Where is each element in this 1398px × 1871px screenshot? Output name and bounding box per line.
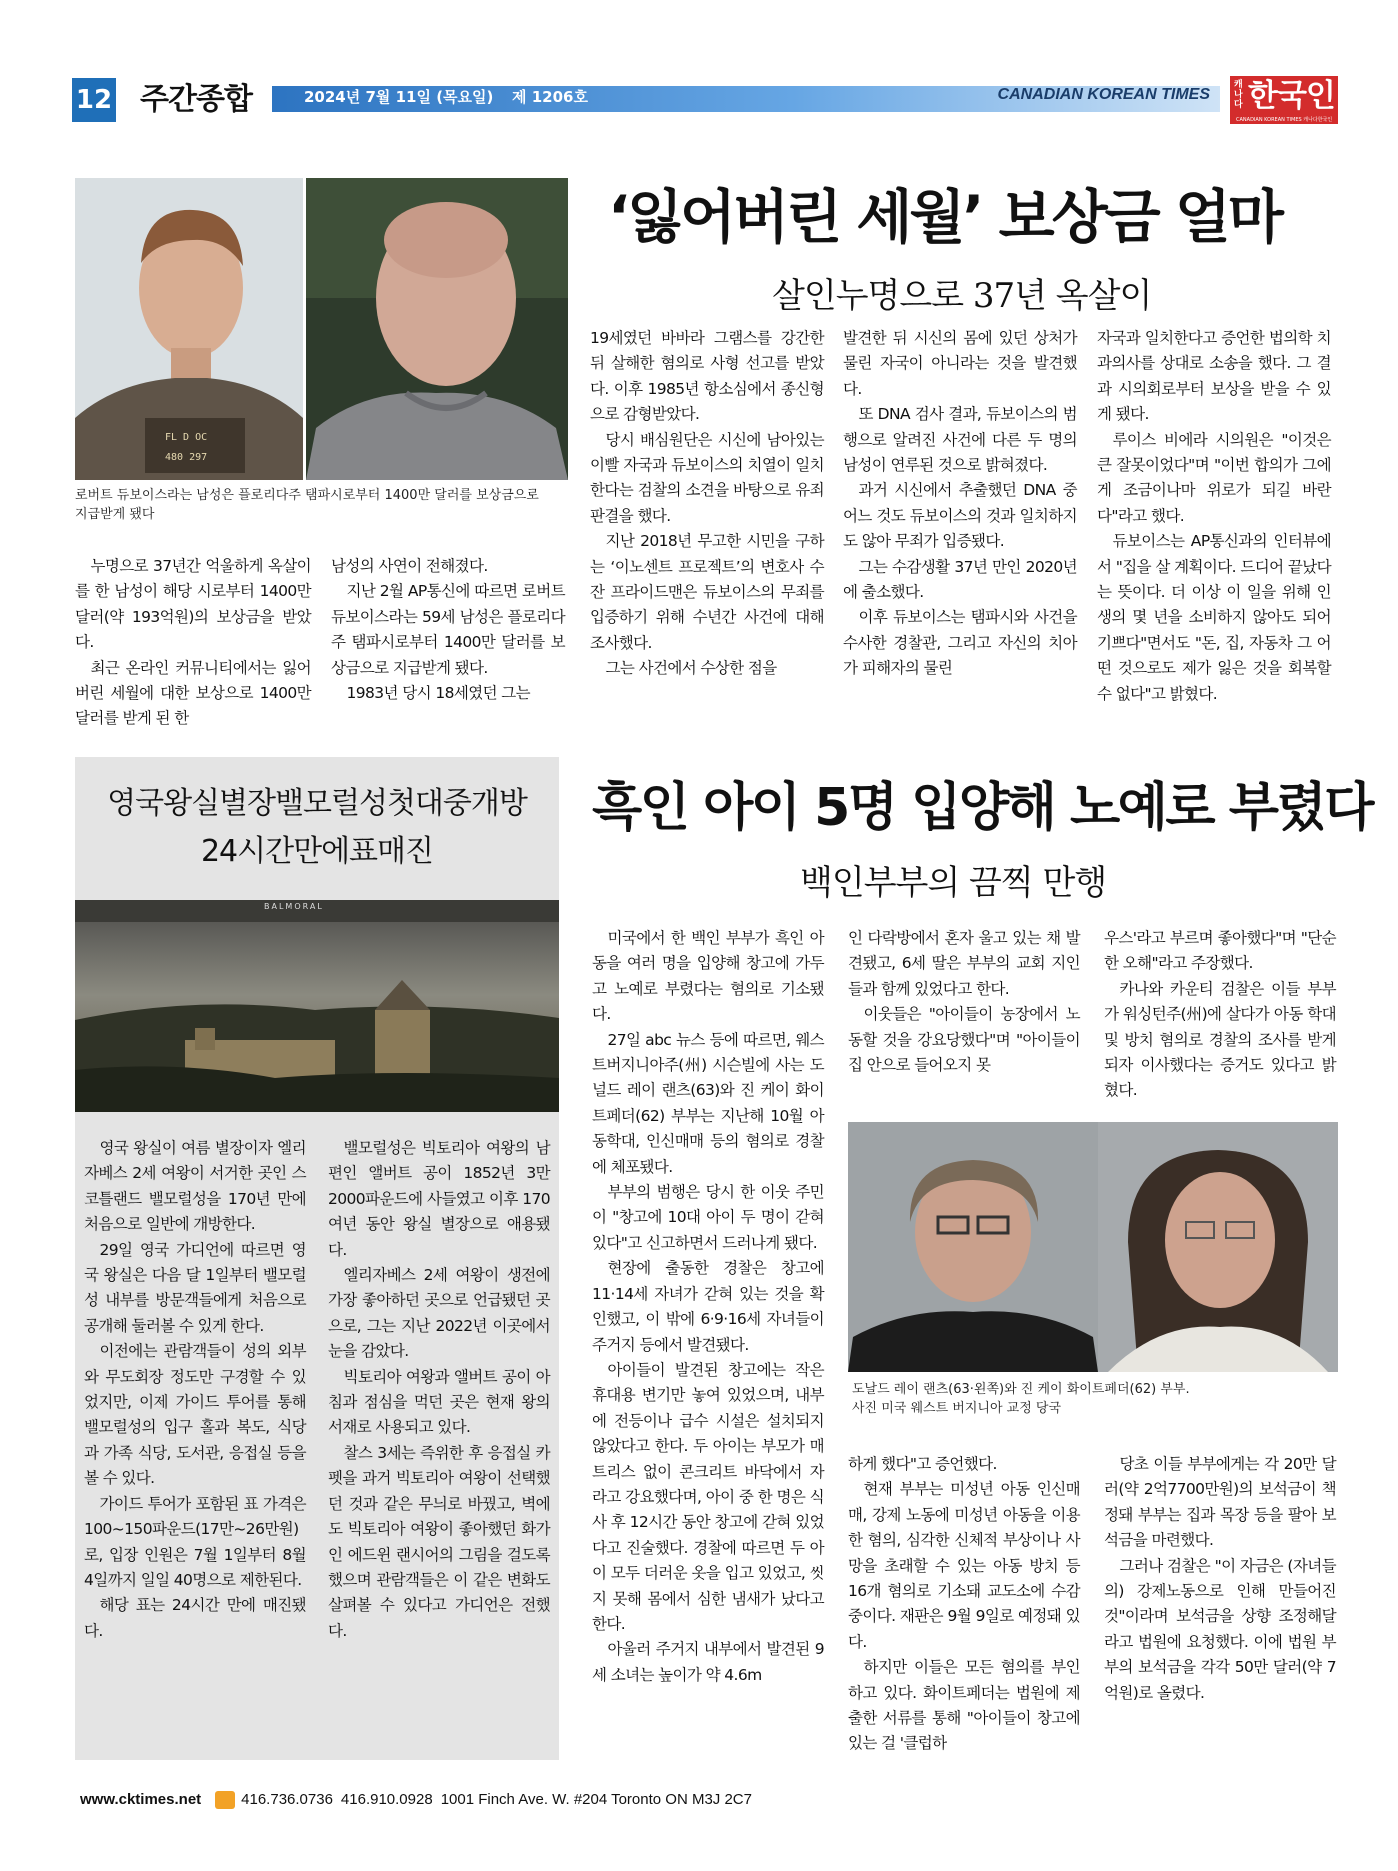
- mugshot-photo-husband: [848, 1122, 1098, 1372]
- paper-name: CANADIAN KOREAN TIMES: [997, 86, 1210, 103]
- paragraph: 29일 영국 가디언에 따르면 영국 왕실은 다음 달 1일부터 밸모럴성 내부를 방문객들에게 처음으로 공개해 둘러볼 수 있게 한다.: [84, 1240, 306, 1335]
- article1-headline: ‘잃어버린 세월’ 보상금 얼마: [608, 183, 1281, 251]
- paragraph: 가이드 투어가 포함된 표 가격은 100~150파운드(17만~26만원)로, 입장 인원은 7월 1일부터 8월 4일까지 일일 40명으로 제한된다.: [84, 1494, 306, 1589]
- paragraph: 최근 온라인 커뮤니티에서는 잃어버린 세월에 대한 보상으로 1400만 달러를 받게 된 한: [75, 658, 311, 728]
- article1-column-4: [843, 326, 1077, 734]
- paragraph: 밸모럴성은 빅토리아 여왕의 남편인 앨버트 공이 1852년 3만2000파운드에 사들였고 이후 170여년 동안 왕실 별장으로 애용됐다.: [328, 1139, 550, 1259]
- paragraph: 또 DNA 검사 결과, 듀보이스의 범행으로 알려진 사건에 다른 두 명의 남성이 연루된 것으로 밝혀졌다.: [843, 405, 1077, 475]
- sidebar-headline: [75, 780, 559, 876]
- paragraph: 하지만 이들은 모든 혐의를 부인하고 있다. 화이트페더는 법원에 제출한 서류를 통해 "아이들이 창고에 있는 걸 '클럽하: [848, 1658, 1080, 1753]
- paragraph: 하게 했다"고 증언했다.: [848, 1455, 997, 1473]
- logo-small-text: CANADIAN KOREAN TIMES 캐나다한국인: [1236, 117, 1333, 123]
- mugshot-photo-young: [75, 178, 303, 480]
- paragraph: 과거 시신에서 추출했던 DNA 중 어느 것도 듀보이스의 것과 일치하지도 않아 무죄가 입증됐다.: [843, 481, 1077, 551]
- svg-text:480 297: 480 297: [165, 452, 208, 463]
- paragraph: 그러나 검찰은 "이 자금은 (자녀들의) 강제노동으로 인해 만들어진 것"이라며 보석금을 상향 조정해달라고 법원에 요청했다. 이에 법원 부부의 보석금을 각각 50만 달러(약 7억원)로 올렸다.: [1104, 1556, 1336, 1702]
- header-bar: [272, 86, 1220, 112]
- sidebar-headline-line1: 영국왕실별장밸모럴성첫대중개방: [107, 786, 527, 821]
- sidebar-column-1: [84, 1136, 306, 1748]
- paragraph: 인 다락방에서 혼자 울고 있는 채 발견됐고, 6세 딸은 부부의 교회 지인들과 함께 있었다고 한다.: [848, 929, 1080, 998]
- section-title: 주간종합: [140, 82, 252, 117]
- logo-side-text: 캐나다: [1234, 80, 1243, 110]
- paragraph: 해당 표는 24시간 만에 매진됐다.: [84, 1596, 306, 1640]
- caption-line: 사진 미국 웨스트 버지니아 교정 당국: [852, 1401, 1062, 1416]
- article2-column-3: [1104, 926, 1336, 1106]
- caption-line: 도날드 레이 랜츠(63·왼쪽)와 진 케이 화이트페더(62) 부부.: [852, 1382, 1190, 1397]
- paragraph: 1983년 당시 18세였던 그는: [346, 684, 531, 703]
- newspaper-logo: [1230, 76, 1338, 124]
- website-link[interactable]: www.cktimes.net: [80, 1791, 202, 1808]
- paragraph: 미국에서 한 백인 부부가 흑인 아동을 여러 명을 입양해 창고에 가두고 노예로 부렸다는 혐의로 기소됐다.: [592, 929, 824, 1024]
- phone-icon: [215, 1791, 235, 1809]
- sidebar-headline-line2: 24시간만에표매진: [200, 834, 434, 869]
- address: 1001 Finch Ave. W. #204 Toronto ON M3J 2C7: [440, 1791, 752, 1808]
- article2-photo-caption: [852, 1380, 1332, 1418]
- article1-column-3: [590, 326, 824, 734]
- article2-column-5: [1104, 1452, 1336, 1762]
- paragraph: 누명으로 37년간 억울하게 옥살이를 한 남성이 해당 시로부터 1400만 달러(약 193억원)의 보상금을 받았다.: [75, 557, 311, 652]
- article2-column-4: [848, 1452, 1080, 1762]
- article1-column-2: [331, 554, 565, 734]
- recent-photo-man: [306, 178, 568, 480]
- paragraph: 카나와 카운티 검찰은 이들 부부가 워싱턴주(州)에 살다가 아동 학대 및 방치 혐의로 경찰의 조사를 받게 되자 이사했다는 증거도 있다고 밝혔다.: [1104, 979, 1336, 1100]
- paragraph: 아이들이 발견된 창고에는 작은 휴대용 변기만 놓여 있었으며, 내부에 전등이나 급수 시설은 설치되지 않았다고 한다. 두 아이는 부모가 매트리스 없이 콘크리트 바닥에서 자라고 강요했다며, 아이 중 한 명은 식사 후 12시간 동안 창고에 갇혀 있었다고 진술했다. 경찰에 따르면 두 아이 모두 더러운 옷을 입고 있었고, 씻지 못해 몸에서 심한 냄새가 났다고 한다.: [592, 1360, 824, 1633]
- logo-main-text: 한국인: [1248, 78, 1335, 114]
- balmoral-castle-photo: [75, 900, 559, 1112]
- paragraph: 현재 부부는 미성년 아동 인신매매, 강제 노동에 미성년 아동을 이용한 혐의, 심각한 신체적 부상이나 사망을 초래할 수 있는 아동 방치 등 16개 혐의로 기소돼 교도소에 수감 중이다. 재판은 9월 9일로 예정돼 있다.: [848, 1480, 1080, 1651]
- paragraph: 발견한 뒤 시신의 몸에 있던 상처가 물린 자국이 아니라는 것을 발견했다.: [843, 329, 1077, 398]
- paragraph: 당초 이들 부부에게는 각 20만 달러(약 2억7700만원)의 보석금이 책정돼 부부는 집과 목장 등을 팔아 보석금을 마련했다.: [1104, 1455, 1336, 1550]
- paragraph: 27일 abc 뉴스 등에 따르면, 웨스트버지니아주(州) 시슨빌에 사는 도널드 레이 랜츠(63)와 진 케이 화이트페더(62) 부부는 지난해 10월 아동학대, 인신매매 등의 혐의로 경찰에 체포됐다.: [592, 1030, 824, 1176]
- page-number: 12: [72, 78, 116, 122]
- paragraph: 부부의 범행은 당시 한 이웃 주민이 "창고에 10대 아이 두 명이 갇혀 있다"고 신고하면서 드러나게 됐다.: [592, 1183, 824, 1252]
- phone-number-1: 416.736.0736: [241, 1791, 333, 1808]
- sidebar-column-2: [328, 1136, 550, 1748]
- article1-subheadline: 살인누명으로 37년 옥살이: [772, 276, 1152, 316]
- mugshot-photo-wife: [1098, 1122, 1338, 1372]
- paragraph: 지난 2월 AP통신에 따르면 로버트 듀보이스라는 59세 남성은 플로리다주 탬파시로부터 1400만 달러를 보상금으로 지급받게 됐다.: [331, 582, 565, 677]
- paragraph: 지난 2018년 무고한 시민을 구하는 ‘이노센트 프로젝트’의 변호사 수잔 프라이드맨은 듀보이스의 무죄를 입증하기 위해 수년간 사건에 대해 조사했다.: [590, 532, 824, 652]
- article1-column-1: [75, 554, 311, 734]
- paragraph: 그는 사건에서 수상한 점을: [605, 659, 777, 678]
- paragraph: 빅토리아 여왕과 앨버트 공이 아침과 점심을 먹던 곳은 현재 왕의 서재로 사용되고 있다.: [328, 1367, 550, 1437]
- article2-subheadline: 백인부부의 끔찍 만행: [800, 863, 1107, 903]
- paragraph: 남성의 사연이 전해졌다.: [331, 557, 488, 575]
- paragraph: 이전에는 관람객들이 성의 외부와 무도회장 정도만 구경할 수 있었지만, 이제 가이드 투어를 통해 밸모럴성의 입구 홀과 복도, 식당과 가족 식당, 도서관, 응접실 등을 볼 수 있다.: [84, 1342, 306, 1488]
- paragraph: 당시 배심원단은 시신에 남아있는 이빨 자국과 듀보이스의 치열이 일치한다는 검찰의 소견을 바탕으로 유죄 판결을 했다.: [590, 430, 824, 525]
- paragraph: 그는 수감생활 37년 만인 2020년에 출소했다.: [843, 557, 1077, 602]
- paragraph: 19세였던 바바라 그램스를 강간한 뒤 살해한 혐의로 사형 선고를 받았다. 이후 1985년 항소심에서 종신형으로 감형받았다.: [590, 329, 824, 424]
- paragraph: 찰스 3세는 즉위한 후 응접실 카펫을 과거 빅토리아 여왕이 선택했던 것과 같은 무늬로 바꿨고, 벽에도 빅토리아 여왕이 좋아했던 화가인 에드윈 랜시어의 그림을 걸도록 했으며 관람객들은 이 같은 변화도 살펴볼 수 있다고 가디언은 전했다.: [328, 1443, 550, 1640]
- paragraph: 우스'라고 부르며 좋아했다"며 "단순한 오해"라고 주장했다.: [1104, 929, 1336, 973]
- article1-photo-caption: 로버트 듀보이스라는 남성은 플로리다주 탬파시로부터 1400만 달러를 보상금으로 지급받게 됐다: [75, 488, 539, 522]
- paragraph: 자국과 일치한다고 증언한 법의학 치과의사를 상대로 소송을 했다. 그 결과 시의회로부터 보상을 받을 수 있게 됐다.: [1097, 329, 1331, 424]
- paragraph: 엘리자베스 2세 여왕이 생전에 가장 좋아하던 곳으로 언급됐던 곳으로, 그는 지난 2022년 이곳에서 눈을 감았다.: [328, 1266, 550, 1361]
- footer: [80, 1788, 760, 1812]
- issue-number: 제 1206호: [512, 88, 588, 106]
- paragraph: 현장에 출동한 경찰은 창고에 11·14세 자녀가 갇혀 있는 것을 확인했고, 이 밖에 6·9·16세 자녀들이 주거지 등에서 발견됐다.: [592, 1259, 824, 1354]
- paragraph: 이웃들은 "아이들이 농장에서 노동할 것을 강요당했다"며 "아이들이 집 안으로 들어오지 못: [848, 1005, 1080, 1075]
- svg-text:FL D OC: FL D OC: [165, 432, 208, 443]
- article1-column-5: [1097, 326, 1331, 734]
- issue-date: 2024년 7월 11일 (목요일): [304, 88, 494, 106]
- paragraph: 루이스 비에라 시의원은 "이것은 큰 잘못이었다"며 "이번 합의가 그에게 조금이나마 위로가 되길 바란다"라고 했다.: [1097, 430, 1331, 525]
- paragraph: 이후 듀보이스는 탬파시와 사건을 수사한 경찰관, 그리고 자신의 치아가 피해자의 물린: [843, 608, 1077, 678]
- article2-headline: 흑인 아이 5명 입양해 노예로 부렸다: [592, 778, 1372, 838]
- paragraph: 영국 왕실이 여름 별장이자 엘리자베스 2세 여왕이 서거한 곳인 스코틀랜드 밸모럴성을 170년 만에 처음으로 일반에 개방한다.: [84, 1139, 306, 1234]
- photo-brand-text: BALMORAL: [264, 902, 324, 911]
- paragraph: 아울러 주거지 내부에서 발견된 9세 소녀는 높이가 약 4.6m: [592, 1640, 824, 1684]
- paragraph: 듀보이스는 AP통신과의 인터뷰에서 "집을 살 계획이다. 드디어 끝났다는 뜻이다. 더 이상 이 일을 위해 인생의 몇 년을 소비하지 않아도 되어 기쁘다"면서도 "돈, 집, 자동차 그 어떤 것으로도 제가 잃은 것을 회복할 수 없다"고 밝혔다.: [1097, 532, 1331, 703]
- article2-column-1: [592, 926, 824, 1762]
- phone-number-2: 416.910.0928: [340, 1791, 433, 1808]
- article2-column-2: [848, 926, 1080, 1075]
